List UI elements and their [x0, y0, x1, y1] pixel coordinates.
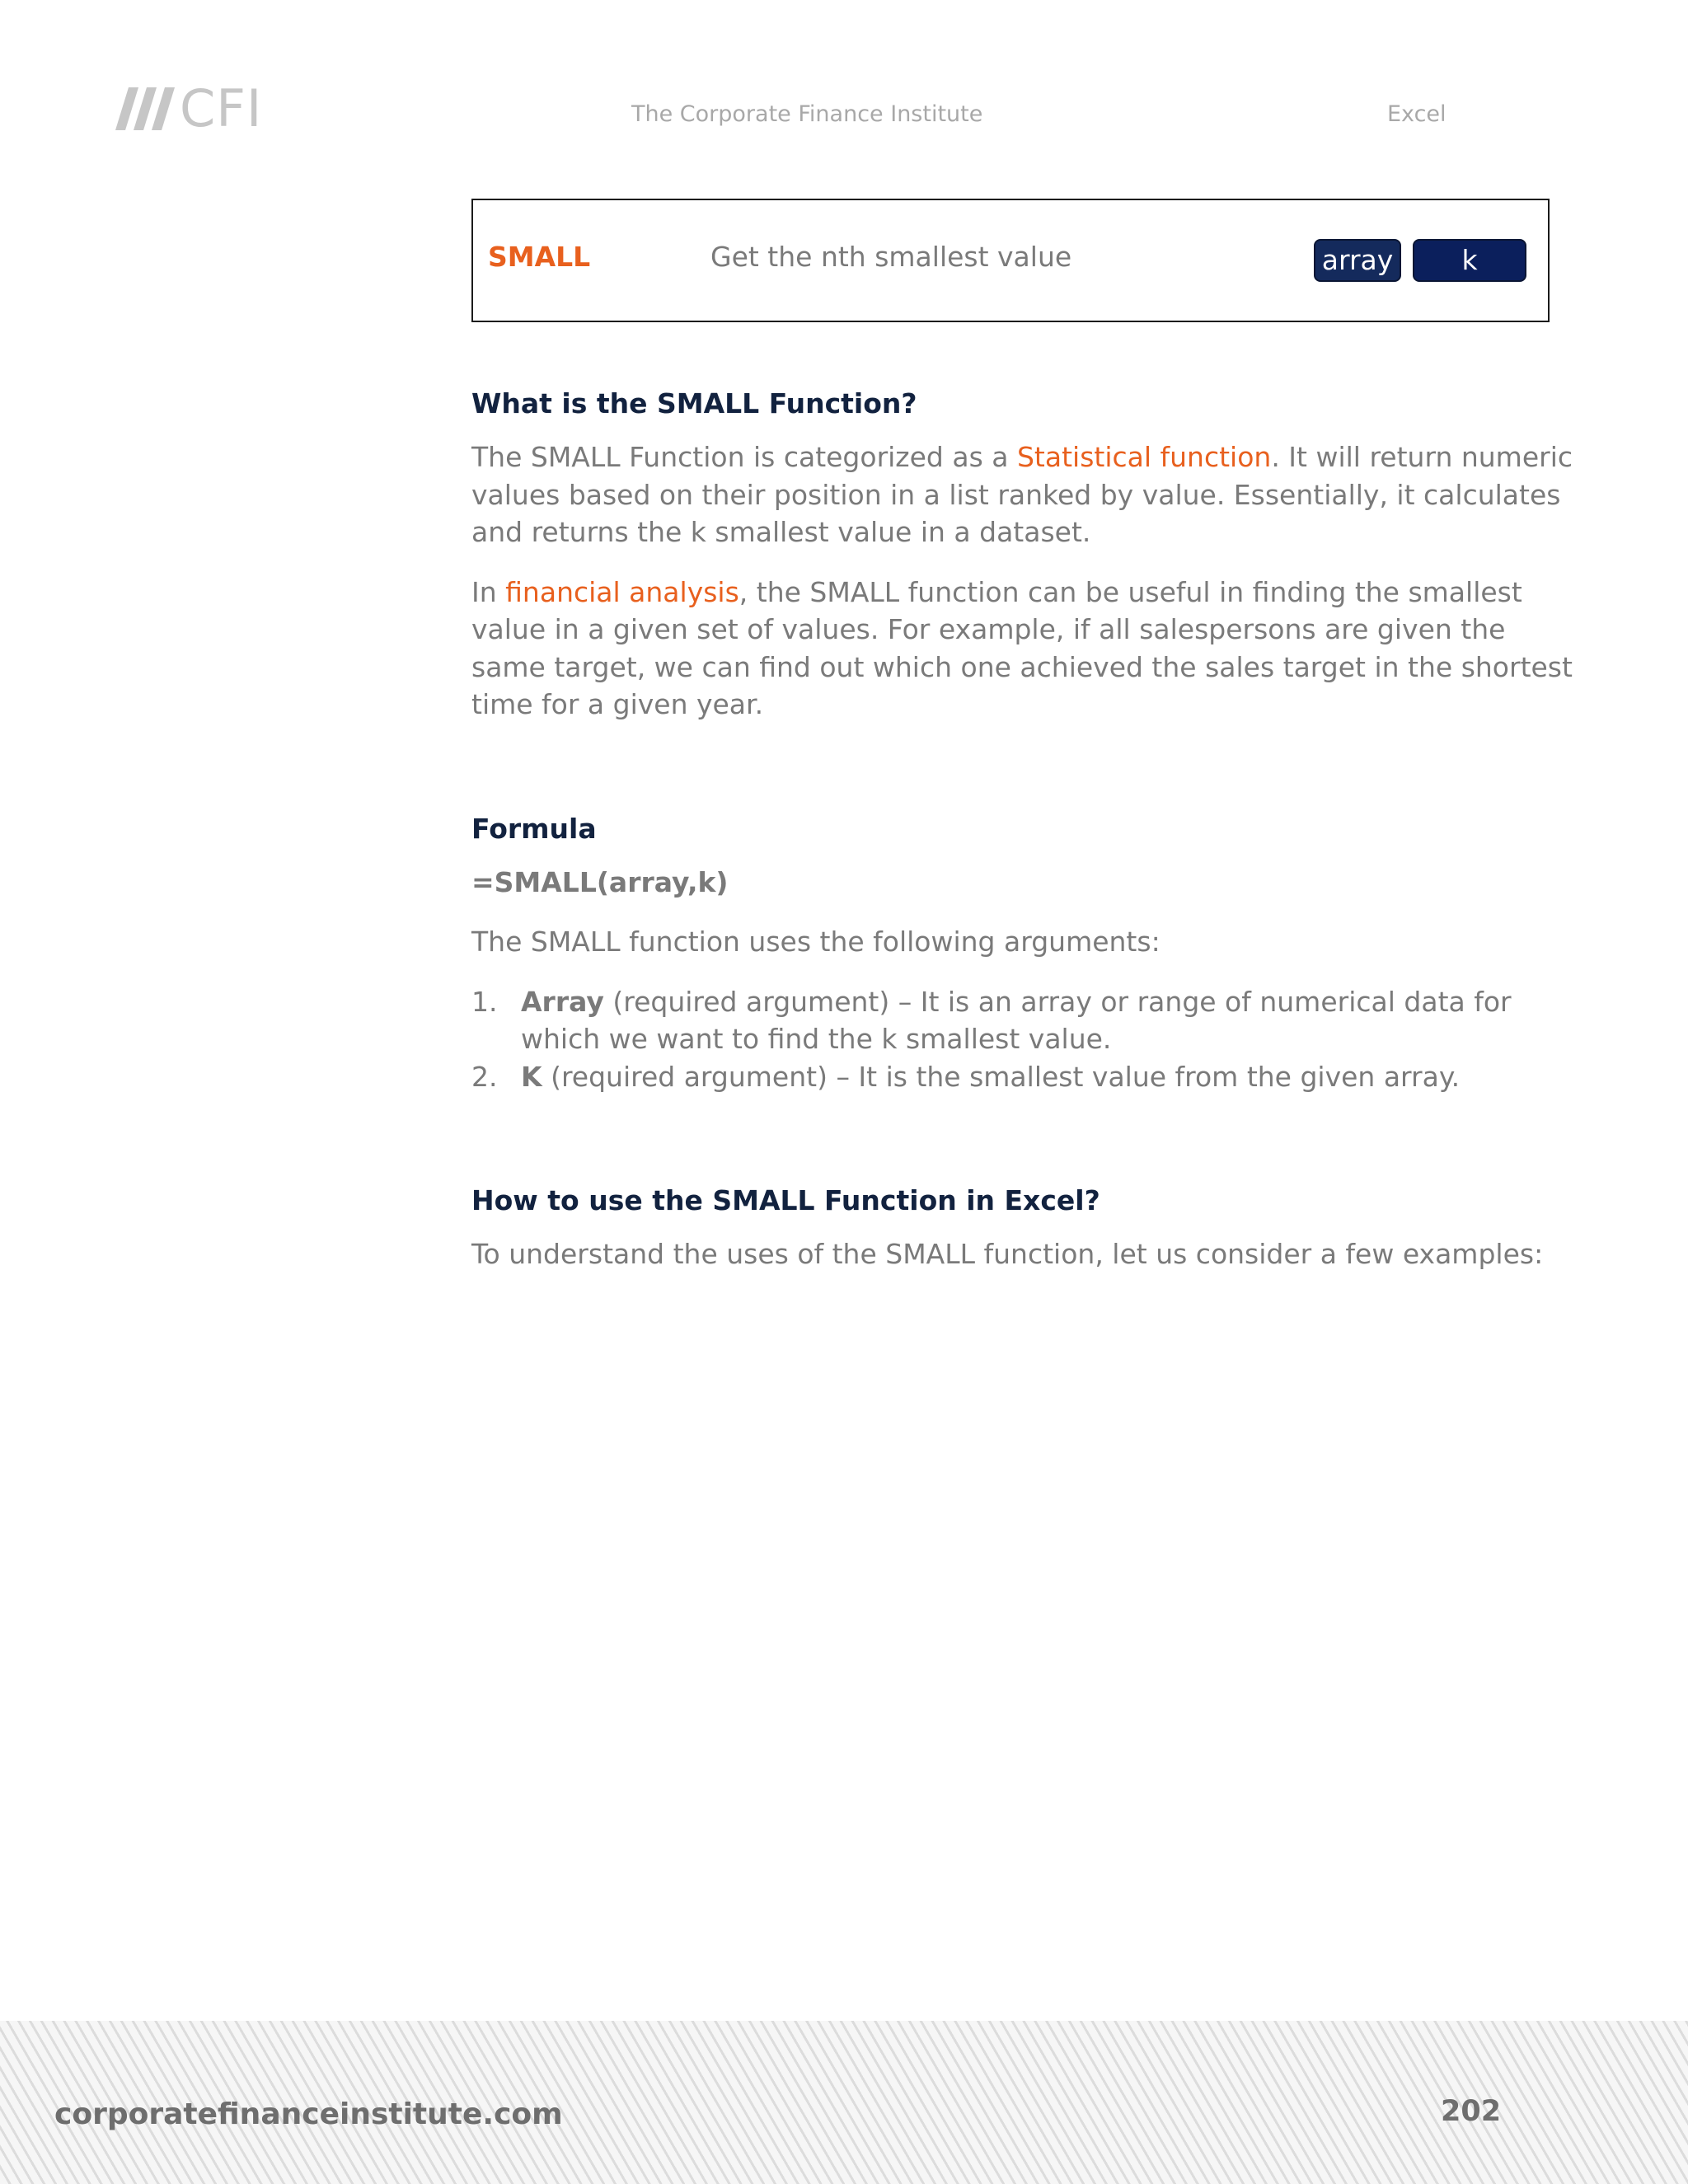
section-heading-what-is: What is the SMALL Function? — [471, 387, 917, 419]
page-footer — [0, 2021, 1688, 2184]
header-section: Excel — [1387, 101, 1447, 127]
list-number: 1. — [471, 985, 498, 1018]
header-title: The Corporate Finance Institute — [631, 101, 983, 127]
what-is-p1-before: The SMALL Function is categorized as a — [471, 441, 1017, 473]
formula-intro: The SMALL function uses the following arguments: — [471, 926, 1160, 958]
cfi-logo — [114, 78, 263, 138]
argument-description: (required argument) – It is the smallest value from the given array. — [542, 1060, 1461, 1093]
argument-term: K — [521, 1060, 542, 1093]
section-heading-how-to: How to use the SMALL Function in Excel? — [471, 1184, 1100, 1216]
footer-website[interactable]: corporatefinanceinstitute.com — [54, 2097, 563, 2131]
what-is-paragraph-2 — [471, 574, 1576, 724]
logo-text: CFI — [180, 78, 263, 138]
argument-list-item — [471, 983, 1576, 1058]
function-summary-box — [471, 199, 1550, 322]
main-content — [471, 379, 1576, 1273]
page-number: 202 — [1441, 2095, 1502, 2128]
financial-analysis-link[interactable]: financial analysis — [505, 575, 739, 608]
list-number: 2. — [471, 1060, 498, 1093]
argument-list-item — [471, 1058, 1576, 1096]
argument-pill-array: array — [1314, 239, 1401, 282]
argument-list — [471, 983, 1576, 1096]
cfi-logo-stripes-icon — [114, 86, 175, 132]
argument-description: (required argument) – It is an array or range of numerical data for which we want to find the k smallest value. — [521, 985, 1512, 1055]
function-name: SMALL — [488, 241, 591, 273]
function-description: Get the nth smallest value — [710, 241, 1072, 273]
formula-syntax: =SMALL(array,k) — [471, 865, 729, 898]
section-heading-formula: Formula — [471, 812, 597, 845]
statistical-function-link[interactable]: Statistical function — [1016, 441, 1272, 473]
what-is-paragraph-1 — [471, 438, 1576, 551]
argument-term: Array — [521, 985, 604, 1018]
what-is-p1-after: . It will return numeric values based on their position in a list ranked by value. Essentially, it calculates and returns the k smallest value in a dataset. — [471, 441, 1573, 548]
how-to-paragraph: To understand the uses of the SMALL function, let us consider a few examples: — [471, 1238, 1544, 1270]
what-is-p2-before: In — [471, 575, 506, 608]
argument-pill-k: k — [1413, 239, 1526, 282]
what-is-p2-after: , the SMALL function can be useful in finding the smallest value in a given set of values. For example, if all salespersons are given the same target, we can find out which one achieved the sales target in the shortest time for a given year. — [471, 575, 1573, 720]
